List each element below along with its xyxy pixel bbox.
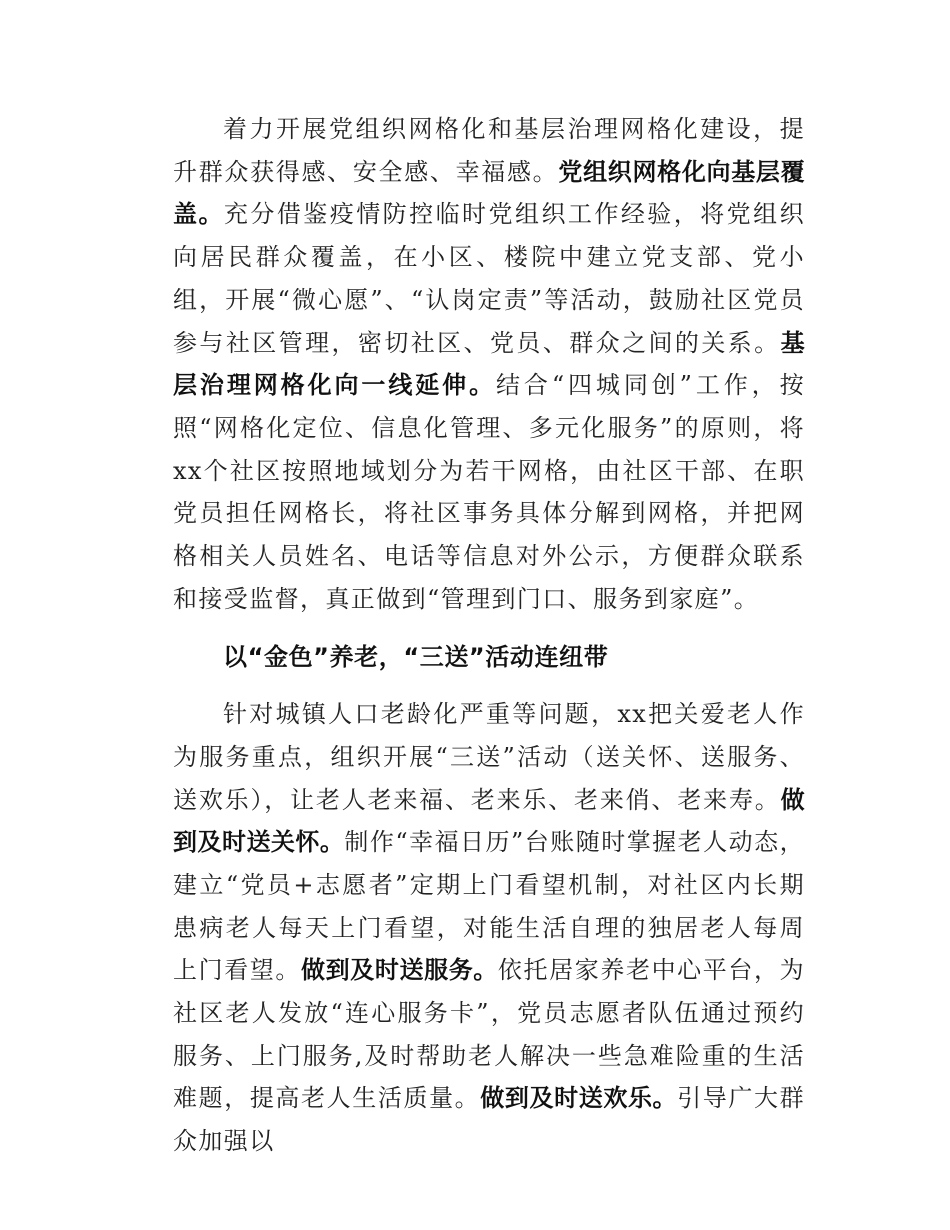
point-title-governance-grid: 基层治理网格化向一线延伸。 — [173, 328, 805, 400]
section-heading: 以“金色”养老，“三送”活动连纽带 — [223, 643, 609, 672]
point-title-party-grid: 党组织网格化向基层覆盖。 — [173, 157, 805, 229]
point-body-service: 依托居家养老中心平台，为社区老人发放“连心服务卡”，党员志愿者队伍通过预约服务、上门服务,及时帮助老人解决一些急难险重的生活难题，提高老人生活质量。 — [173, 956, 806, 1113]
paragraph-intro: 针对城镇人口老龄化严重等问题，xx把关爱老人作为服务重点，组织开展“三送”活动（送关怀、送服务、送欢乐），让老人老来福、老来乐、老来俏、老来寿。 — [173, 700, 805, 814]
paragraph-grid-governance — [173, 108, 805, 620]
point-title-care: 做到及时送关怀。 — [173, 785, 805, 857]
paragraph-elderly-care — [173, 693, 805, 1163]
point-title-service: 做到及时送服务。 — [301, 956, 498, 985]
paragraph-intro: 着力开展党组织网格化和基层治理网格化建设，提升群众获得感、安全感、幸福感。 — [173, 115, 805, 186]
point-body-governance-grid: 结合“四城同创”工作，按照“网格化定位、信息化管理、多元化服务”的原则，将xx个社区按照地域划分为若干网格，由社区干部、在职党员担任网格长，将社区事务具体分解到网格，并把网格相关人员姓名、电话等信息对外公示，方便群众联系和接受监督，真正做到“管理到门口、服务到家庭”。 — [173, 371, 805, 613]
point-body-care: 制作“幸福日历”台账随时掌握老人动态，建立“党员+志愿者”定期上门看望机制，对社区内长期患病老人每天上门看望，对能生活自理的独居老人每周上门看望。 — [173, 828, 805, 985]
document-body — [173, 108, 805, 1163]
point-title-joy: 做到及时送欢乐。 — [480, 1084, 678, 1113]
point-body-joy: 引导广大群众加强以 — [173, 1084, 806, 1156]
point-body-party-grid: 充分借鉴疫情防控临时党组织工作经验，将党组织向居民群众覆盖，在小区、楼院中建立党支部、党小组，开展“微心愿”、“认岗定责”等活动，鼓励社区党员参与社区管理，密切社区、党员、群众之间的关系。 — [173, 200, 805, 357]
